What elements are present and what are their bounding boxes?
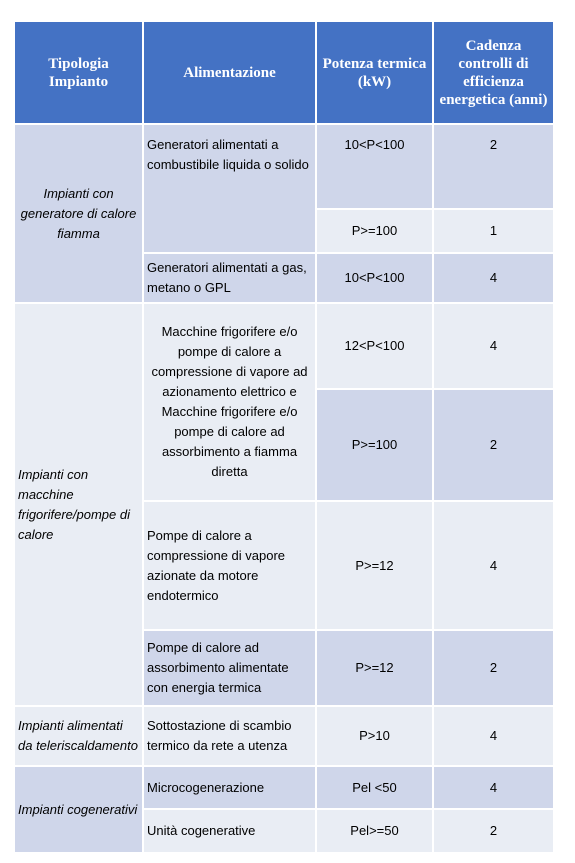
alimentazione-cell: Microcogenerazione xyxy=(143,766,316,809)
table-container xyxy=(13,20,553,854)
cadenza-cell: 2 xyxy=(433,124,554,209)
header-tipologia: Tipologia Impianto xyxy=(14,21,143,124)
tipologia-cell: Impianti con macchine frigorifere/pompe di calore xyxy=(14,303,143,706)
alimentazione-cell: Unità cogenerative xyxy=(143,809,316,853)
potenza-cell: P>10 xyxy=(316,706,433,766)
alimentazione-cell: Pompe di calore ad assorbimento alimentate con energia termica xyxy=(143,630,316,706)
table-row xyxy=(14,124,554,209)
cadenza-cell: 4 xyxy=(433,253,554,303)
header-row xyxy=(14,21,554,124)
potenza-cell: P>=12 xyxy=(316,501,433,630)
tipologia-cell: Impianti alimentati da teleriscaldamento xyxy=(14,706,143,766)
tipologia-cell: Impianti cogenerativi xyxy=(14,766,143,853)
table-row xyxy=(14,706,554,766)
alimentazione-cell: Generatori alimentati a gas, metano o GPL xyxy=(143,253,316,303)
header-cadenza: Cadenza controlli di efficienza energetica (anni) xyxy=(433,21,554,124)
tipologia-cell: Impianti con generatore di calore fiamma xyxy=(14,124,143,303)
cadenza-cell: 2 xyxy=(433,389,554,501)
cadenza-cell: 4 xyxy=(433,766,554,809)
header-alimentazione: Alimentazione xyxy=(143,21,316,124)
efficiency-check-table xyxy=(13,20,555,854)
alimentazione-cell: Generatori alimentati a combustibile liquida o solido xyxy=(143,124,316,253)
potenza-cell: 10<P<100 xyxy=(316,253,433,303)
cadenza-cell: 2 xyxy=(433,809,554,853)
cadenza-cell: 4 xyxy=(433,501,554,630)
alimentazione-cell: Sottostazione di scambio termico da rete a utenza xyxy=(143,706,316,766)
table-row xyxy=(14,766,554,809)
cadenza-cell: 2 xyxy=(433,630,554,706)
potenza-cell: Pel>=50 xyxy=(316,809,433,853)
potenza-cell: 12<P<100 xyxy=(316,303,433,389)
cadenza-cell: 1 xyxy=(433,209,554,253)
potenza-cell: 10<P<100 xyxy=(316,124,433,209)
potenza-cell: P>=100 xyxy=(316,209,433,253)
header-potenza: Potenza termica (kW) xyxy=(316,21,433,124)
potenza-cell: Pel <50 xyxy=(316,766,433,809)
cadenza-cell: 4 xyxy=(433,303,554,389)
alimentazione-cell: Pompe di calore a compressione di vapore azionate da motore endotermico xyxy=(143,501,316,630)
potenza-cell: P>=100 xyxy=(316,389,433,501)
potenza-cell: P>=12 xyxy=(316,630,433,706)
cadenza-cell: 4 xyxy=(433,706,554,766)
table-row xyxy=(14,303,554,389)
alimentazione-cell: Macchine frigorifere e/o pompe di calore a compressione di vapore ad azionamento elettrico e Macchine frigorifere e/o pompe di calore ad assorbimento a fiamma diretta xyxy=(143,303,316,501)
